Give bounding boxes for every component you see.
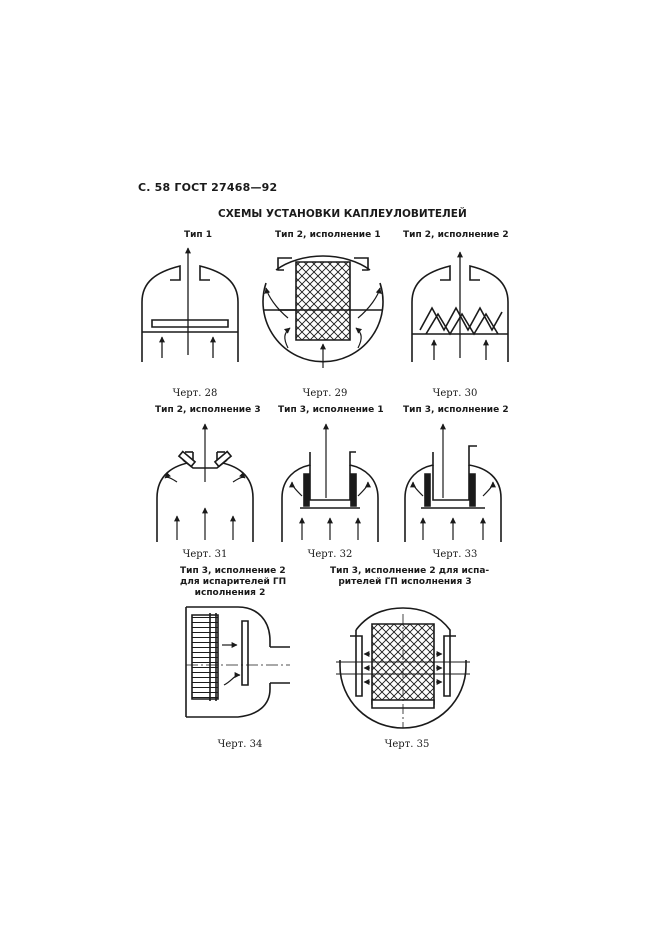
figure-29-label: Черт. 29: [302, 388, 348, 399]
figure-35-drawing: [334, 604, 472, 732]
figure-31-label: Черт. 31: [182, 549, 228, 560]
figure-32-label: Черт. 32: [307, 549, 353, 560]
figure-28-caption: Тип 1: [183, 230, 213, 240]
figure-35-caption: [330, 566, 490, 588]
figure-30-caption: Тип 2, исполнение 2: [403, 230, 509, 240]
figure-35-caption-line-1: Тип 3, исполнение 2 для испа-: [330, 566, 490, 576]
figure-33-drawing: [403, 420, 503, 545]
page-header: С. 58 ГОСТ 27468—92: [138, 181, 278, 194]
figure-32-caption: Тип 3, исполнение 1: [278, 405, 384, 415]
figure-32-drawing: [280, 420, 380, 545]
figure-35-label: Черт. 35: [384, 739, 430, 750]
figure-31-caption: Тип 2, исполнение 3: [155, 405, 261, 415]
figure-28-drawing: [140, 240, 240, 365]
figure-34-caption-line-3: исполнения 2: [194, 588, 266, 598]
figure-34-label: Черт. 34: [217, 739, 263, 750]
figure-28-label: Черт. 28: [172, 388, 218, 399]
figure-34-caption-line-2: для испарителей ГП: [180, 577, 287, 587]
page-title: СХЕМЫ УСТАНОВКИ КАПЛЕУЛОВИТЕЛЕЙ: [218, 208, 467, 220]
figure-34-drawing: [182, 605, 294, 720]
figure-29-caption: Тип 2, исполнение 1: [275, 230, 381, 240]
figure-33-label: Черт. 33: [432, 549, 478, 560]
figure-31-drawing: [155, 420, 255, 545]
figure-30-drawing: [410, 240, 510, 365]
figure-30-label: Черт. 30: [432, 388, 478, 399]
figure-34-caption: [180, 566, 287, 599]
figure-33-caption: Тип 3, исполнение 2: [403, 405, 509, 415]
figure-29-drawing: [258, 248, 388, 378]
figure-35-caption-line-2: рителей ГП исполнения 3: [338, 577, 472, 587]
figure-34-caption-line-1: Тип 3, исполнение 2: [180, 566, 286, 576]
